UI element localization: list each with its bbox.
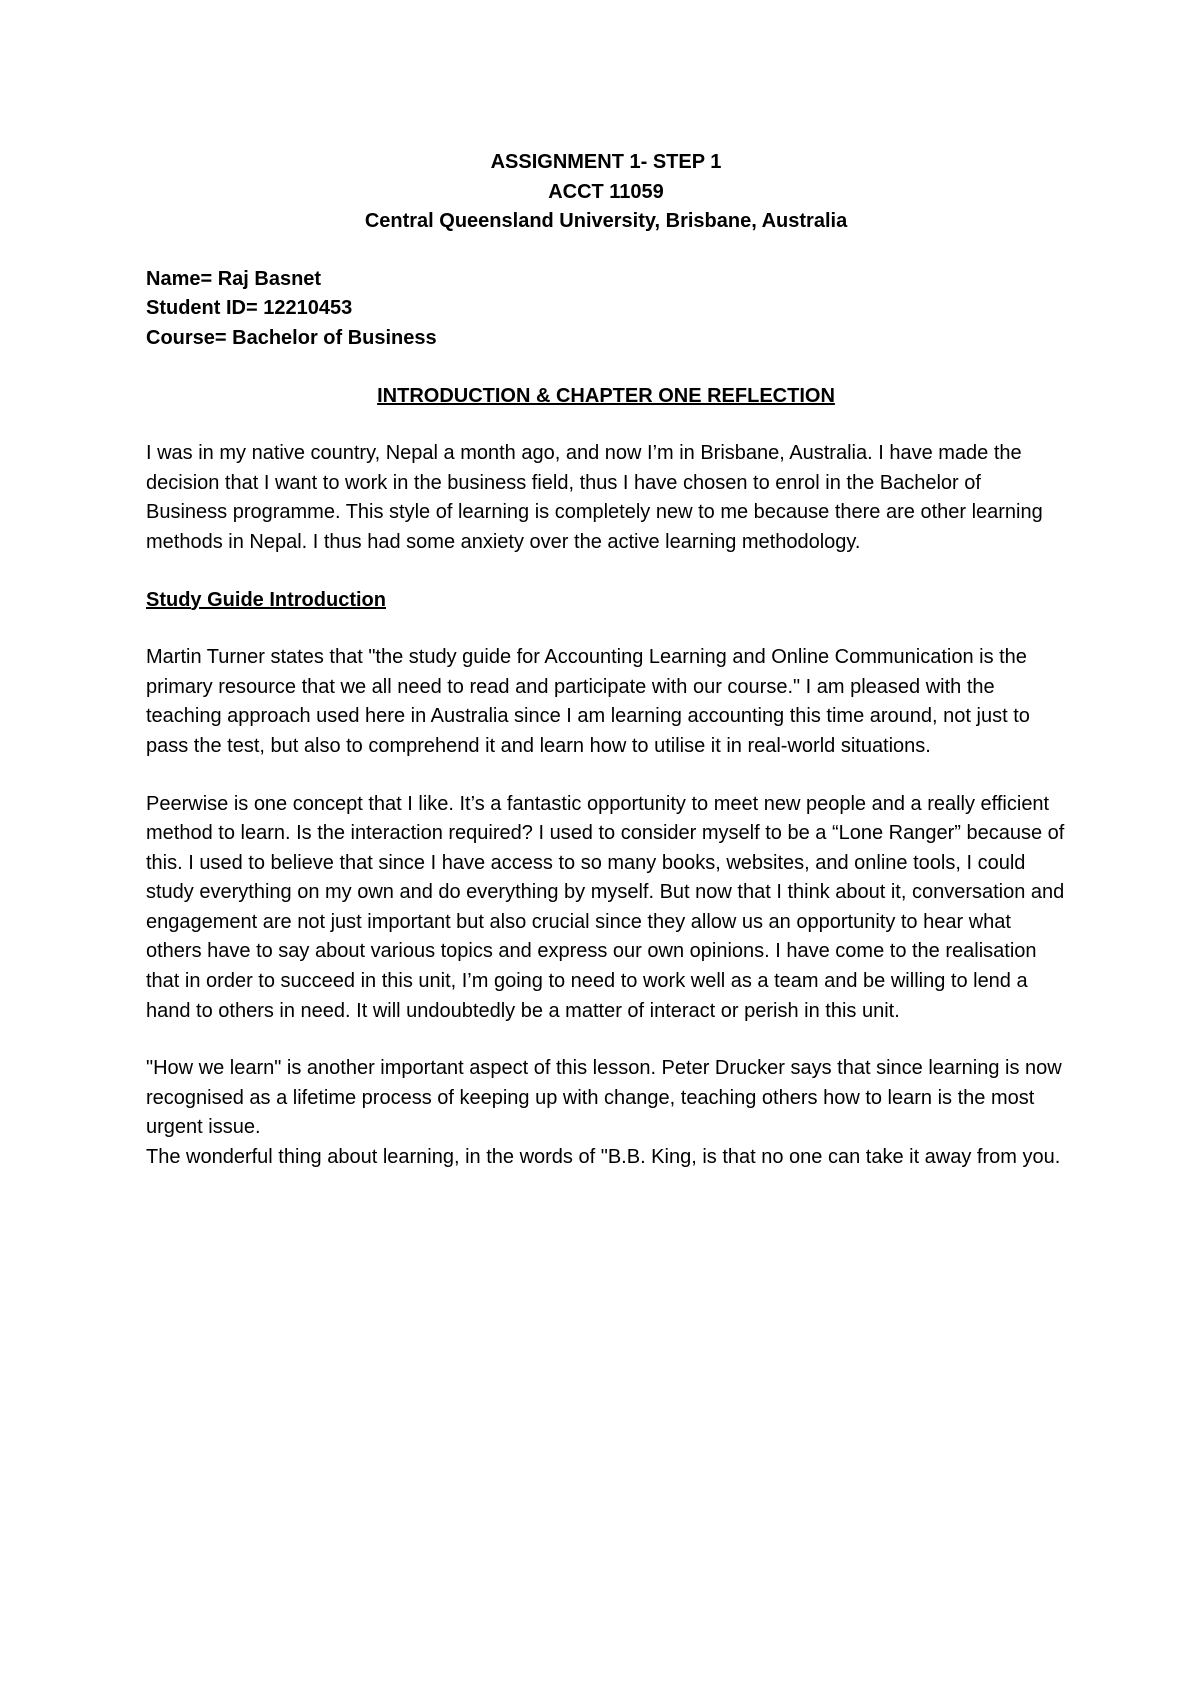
paragraph-peerwise: Peerwise is one concept that I like. It’s a fantastic opportunity to meet new people and a really efficient method to learn. Is the interaction required? I used to consider myself to be a “Lone Ranger” because of this. I used to believe that since I have access to so many books, websites, and online tools, I could study everything on my own and do everything by myself. But now that I think about it, conversation and engagement are not just important but also crucial since they allow us an opportunity to hear what others have to say about various topics and express our own opinions. I have come to the realisation that in order to succeed in this unit, I’m going to need to work well as a team and be willing to lend a hand to others in need. It will undoubtedly be a matter of interact or perish in this unit. xyxy=(146,792,1065,1022)
study-guide-heading: Study Guide Introduction xyxy=(146,588,386,611)
student-id: Student ID= 12210453 xyxy=(146,297,353,320)
document-header xyxy=(146,148,1066,237)
student-name: Name= Raj Basnet xyxy=(146,267,322,290)
student-course: Course= Bachelor of Business xyxy=(146,326,437,349)
section-title: INTRODUCTION & CHAPTER ONE REFLECTION xyxy=(377,384,835,407)
paragraph-how-we-learn: "How we learn" is another important aspect of this lesson. Peter Drucker says that since learning is now recognised as a lifetime process of keeping up with change, teaching others how to learn is the most urgent issue. xyxy=(146,1057,1062,1139)
document-content xyxy=(146,148,1066,1173)
assignment-title: ASSIGNMENT 1- STEP 1 xyxy=(490,151,722,173)
institution-name: Central Queensland University, Brisbane, Australia xyxy=(364,210,848,233)
paragraph-martin-turner: Martin Turner states that "the study guide for Accounting Learning and Online Communication is the primary resource that we all need to read and participate with our course." I am pleased with the teaching approach used here in Australia since I am learning accounting this time around, not just to pass the test, but also to comprehend it and learn how to utilise it in real-world situations. xyxy=(146,646,1030,757)
intro-paragraph: I was in my native country, Nepal a month ago, and now I’m in Brisbane, Australia. I have made the decision that I want to work in the business field, thus I have chosen to enrol in the Bachelor of Business programme. This style of learning is completely new to me because there are other learning methods in Nepal. I thus had some anxiety over the active learning methodology. xyxy=(146,442,1043,553)
course-code: ACCT 11059 xyxy=(548,180,664,203)
student-info xyxy=(146,265,1066,354)
paragraph-bb-king: The wonderful thing about learning, in the words of "B.B. King, is that no one can take it away from you. xyxy=(146,1146,1061,1169)
